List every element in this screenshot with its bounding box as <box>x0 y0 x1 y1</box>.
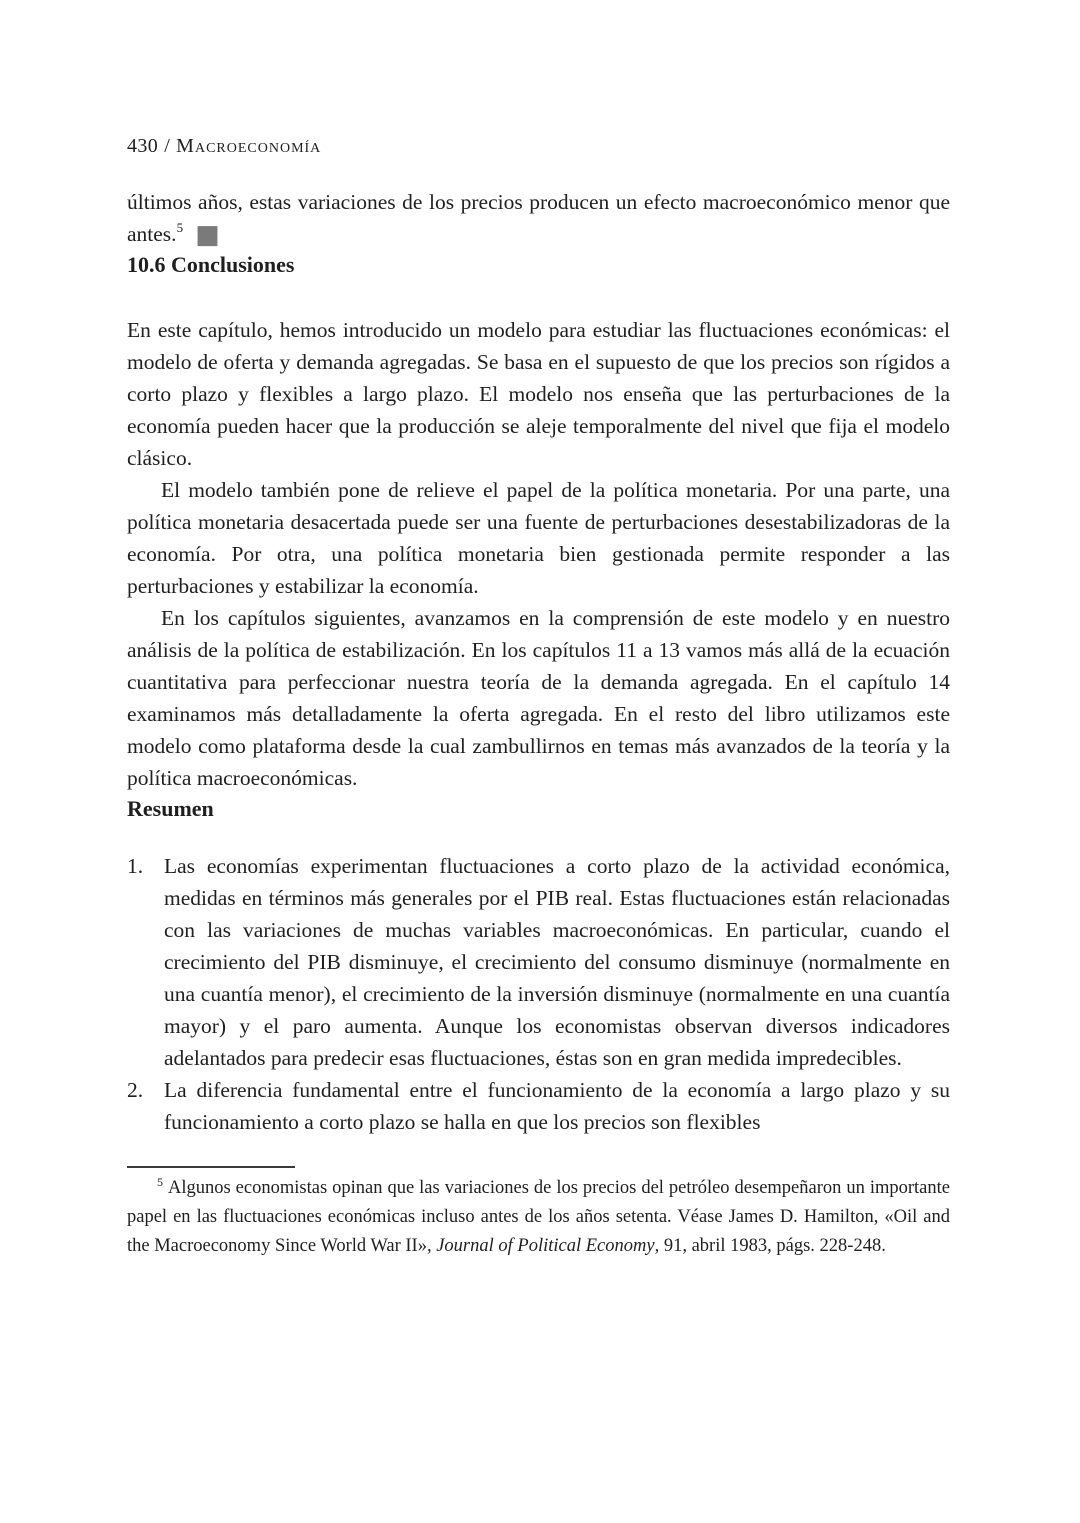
footnote <box>127 1174 950 1261</box>
list-item-number: 2. <box>127 1078 144 1102</box>
footnote-text-citation: , 91, abril 1983, págs. 228-248. <box>654 1236 886 1256</box>
footnote-reference: 5 <box>176 220 184 235</box>
section-heading-summary: Resumen <box>127 796 214 821</box>
footnote-journal-title: Journal of Political Economy <box>436 1236 655 1256</box>
list-item-text: Las economías experimentan fluctuaciones a corto plazo de la actividad económica, medidas en términos más generales por el PIB real. Estas fluctuaciones están relacionadas con las variaciones de muchas variables macroeconómicas. En particular, cuando el crecimiento del PIB disminuye, el crecimiento del consumo disminuye (normalmente en una cuantía menor), el crecimiento de la inversión disminuye (normalmente en una cuantía mayor) y el paro aumenta. Aunque los economistas observan diversos indicadores adelantados para predecir esas fluctuaciones, éstas son en gran medida impredecibles. <box>164 854 950 1070</box>
section-heading-conclusions: 10.6 Conclusiones <box>127 252 295 277</box>
list-item <box>127 850 950 1074</box>
footnote-marker: 5 <box>157 1175 163 1189</box>
intro-text: últimos años, estas variaciones de los precios producen un efecto macroeconómico menor que antes. <box>127 190 950 246</box>
footnote-separator-rule <box>127 1166 295 1168</box>
running-header <box>127 133 950 159</box>
list-item-number: 1. <box>127 854 144 878</box>
intro-paragraph <box>127 186 950 250</box>
header-separator: / <box>164 135 171 157</box>
conclusions-paragraph-1: En este capítulo, hemos introducido un modelo para estudiar las fluctuaciones económicas: el modelo de oferta y demanda agregadas. Se basa en el supuesto de que los precios son rígidos a corto plazo y flexibles a largo plazo. El modelo nos enseña que las perturbaciones de la economía pueden hacer que la producción se aleje temporalmente del nivel que fija el modelo clásico. <box>127 318 950 470</box>
page-number: 430 <box>127 135 159 157</box>
conclusions-paragraph-3: En los capítulos siguientes, avanzamos en la comprensión de este modelo y en nuestro análisis de la política de estabilización. En los capítulos 11 a 13 vamos más allá de la ecuación cuantitativa para perfeccionar nuestra teoría de la demanda agregada. En el capítulo 14 examinamos más detalladamente la oferta agregada. En el resto del libro utilizamos este modelo como plataforma desde la cual zambullirnos en temas más avanzados de la teoría y la política macroeconómicas. <box>127 606 950 790</box>
conclusions-paragraph-2: El modelo también pone de relieve el papel de la política monetaria. Por una parte, una política monetaria desacertada puede ser una fuente de perturbaciones desestabilizadoras de la economía. Por otra, una política monetaria bien gestionada permite responder a las perturbaciones y estabilizar la economía. <box>127 478 950 598</box>
book-title: Macroeconomía <box>176 135 322 157</box>
footnote-text: Algunos economistas opinan que las variaciones de los precios del petróleo desempeñaron un importante papel en las fluctuaciones económicas incluso antes de los años setenta. Véase James D. Hamilton, «Oil and the Macroeconomy Since World War II», <box>127 1178 950 1256</box>
list-item-text: La diferencia fundamental entre el funcionamiento de la economía a largo plazo y su funcionamiento a corto plazo se halla en que los precios son flexibles <box>164 1078 950 1134</box>
end-of-section-square-icon: ■ <box>195 220 220 250</box>
list-item <box>127 1074 950 1138</box>
summary-list <box>127 850 950 1138</box>
